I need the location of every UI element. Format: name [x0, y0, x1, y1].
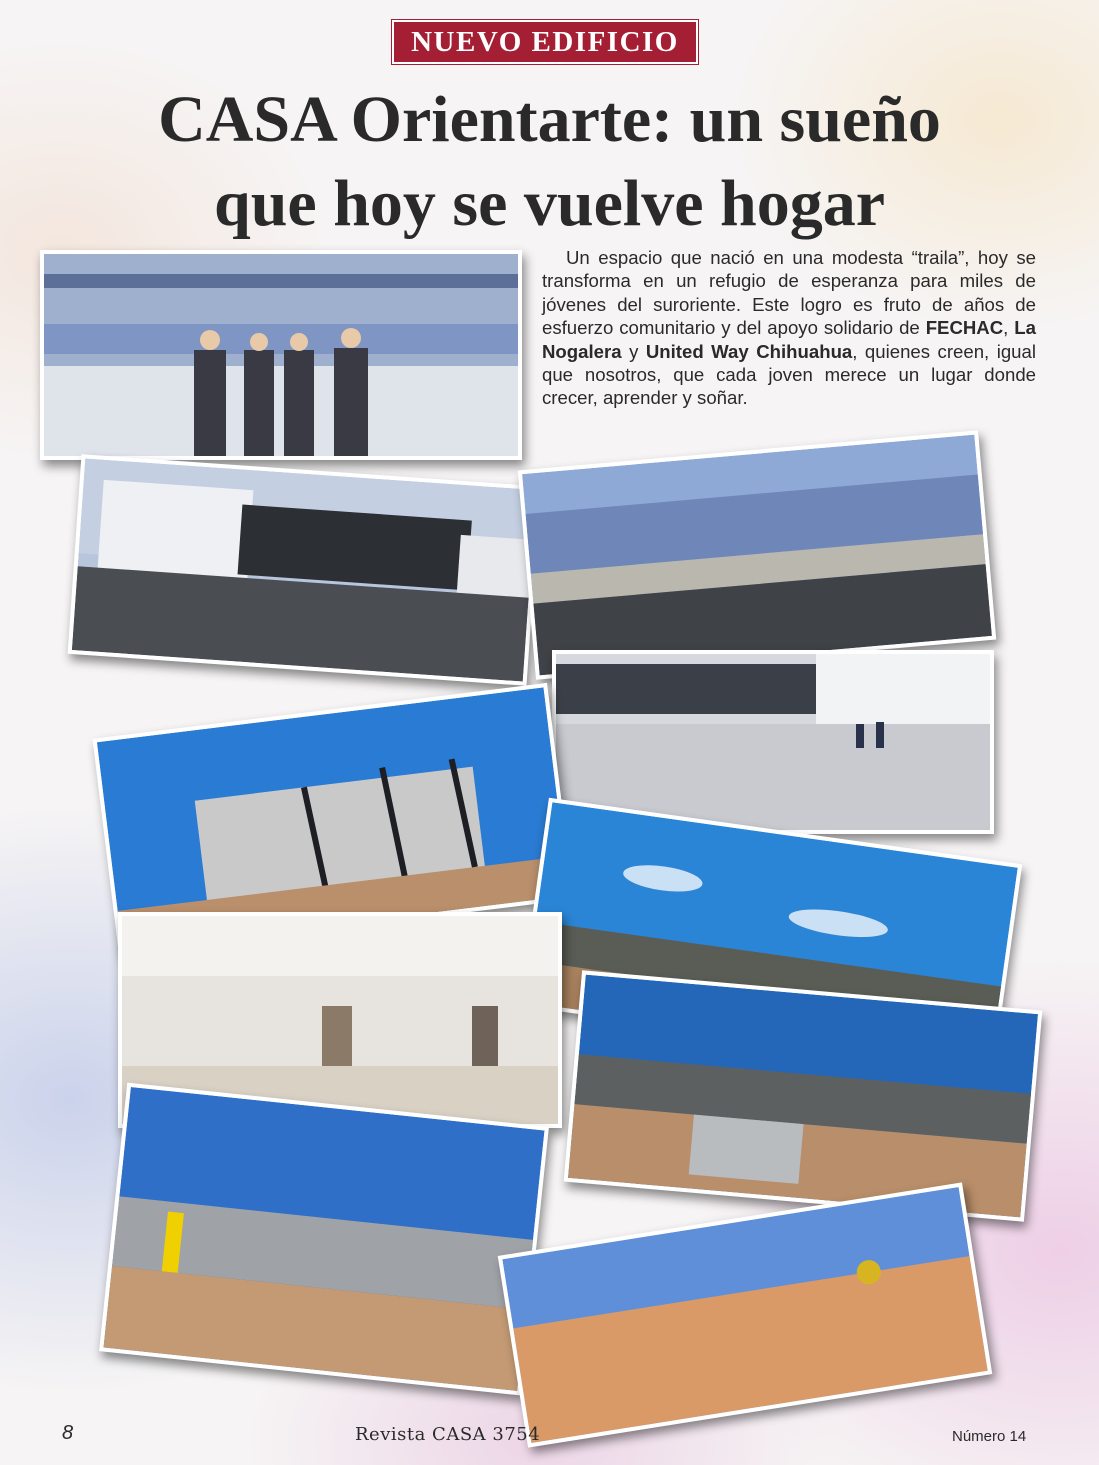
intro-paragraph	[542, 246, 1036, 410]
sponsor-la-nogalera: La Nogalera	[542, 317, 1036, 362]
section-badge: NUEVO EDIFICIO	[394, 22, 696, 62]
title-line-1: CASA Orientarte: un sueño	[158, 83, 941, 156]
photo-group-at-building	[40, 250, 522, 460]
intro-text-3: y	[621, 340, 646, 362]
publication-name: Revista CASA 3754	[355, 1424, 541, 1445]
issue-number: Número 14	[952, 1428, 1027, 1445]
intro-text-2: ,	[1003, 317, 1015, 339]
intro-text-4: , quienes creen, igual que nosotros, que cada joven merece un lugar donde crecer, aprender y soñar.	[542, 340, 1036, 409]
photo-block-building	[564, 970, 1043, 1221]
photo-courtyard-workers	[552, 650, 994, 834]
photo-block-walls	[99, 1083, 549, 1396]
page-number: 8	[62, 1422, 74, 1444]
sponsor-fechac: FECHAC	[925, 317, 1004, 339]
photo-blue-building	[518, 430, 997, 679]
photo-gate-building	[68, 454, 541, 686]
title-line-2: que hoy se vuelve hogar	[213, 167, 886, 240]
intro-text-1: Un espacio que nació en una modesta “traila”, hoy se transforma en un refugio de esperanza para miles de jóvenes del suroriente. Este logro es fruto de años de esfuerzo comunitario y del apoyo solidario de	[542, 247, 1036, 339]
photo-excavation	[498, 1182, 993, 1447]
page-title	[0, 78, 1099, 246]
sponsor-united-way: United Way Chihuahua	[645, 340, 853, 362]
